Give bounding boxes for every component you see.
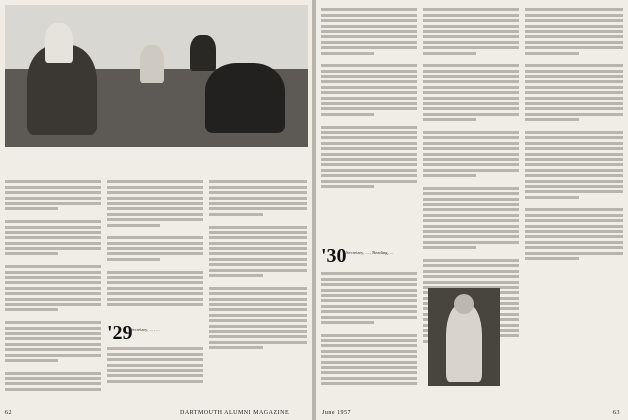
photo-caption bbox=[5, 150, 307, 172]
right-col-1 bbox=[321, 6, 417, 242]
class-secretary-right: Secretary, ... , Reading, ... bbox=[346, 250, 394, 255]
horse-riders-photo bbox=[5, 5, 308, 147]
right-footer: June 1957 bbox=[322, 410, 351, 416]
right-page bbox=[316, 0, 628, 420]
left-page-number: 62 bbox=[5, 410, 12, 416]
left-col-3 bbox=[209, 178, 307, 404]
right-col-3 bbox=[525, 6, 623, 296]
class-secretary-left: Secretary, ... , ... bbox=[130, 327, 160, 332]
rider-figure-2 bbox=[190, 35, 216, 71]
class-heading-left bbox=[107, 323, 133, 344]
officer-photo-caption bbox=[504, 330, 623, 386]
class-number: '30 bbox=[321, 245, 347, 267]
rider-figure-1 bbox=[45, 23, 73, 63]
officer-head bbox=[454, 294, 474, 314]
left-footer: DARTMOUTH ALUMNI MAGAZINE bbox=[180, 410, 290, 416]
left-col-1 bbox=[5, 178, 101, 404]
horse-figure-2 bbox=[205, 63, 285, 133]
class-number: '29 bbox=[107, 322, 133, 344]
left-page bbox=[0, 0, 312, 420]
right-col-1b bbox=[321, 270, 417, 404]
rider-figure-3 bbox=[140, 45, 164, 83]
officer-figure bbox=[446, 304, 482, 382]
left-col-2b bbox=[107, 345, 203, 403]
ship-officer-photo bbox=[428, 288, 500, 386]
class-heading-right bbox=[321, 246, 347, 267]
right-page-number: 63 bbox=[613, 410, 620, 416]
